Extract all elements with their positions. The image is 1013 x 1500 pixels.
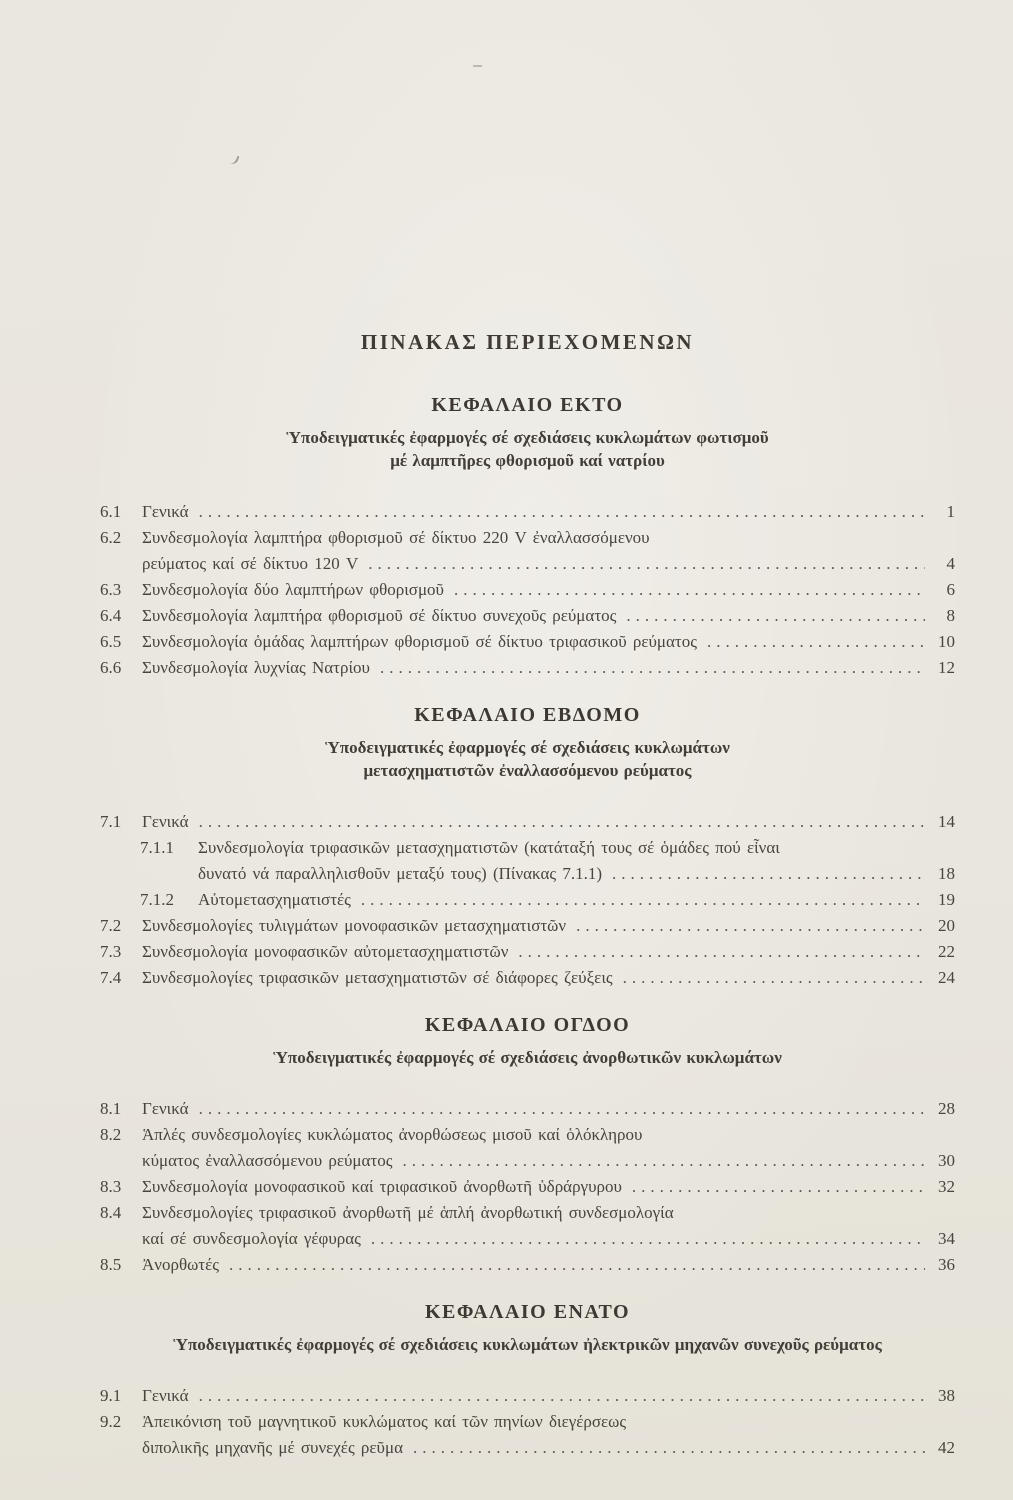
entry-body [142, 577, 955, 603]
entry-page-number: 10 [938, 632, 955, 651]
chapter-subtitle-line: μέ λαμπτῆρες φθορισμοῦ καί νατρίου [390, 451, 665, 470]
chapter-heading: ΚΕΦΑΛΑΙΟ ΟΓΔΟΟ [424, 1014, 631, 1036]
entry-line [142, 629, 955, 655]
scan-artifact [473, 65, 482, 67]
entry-body [142, 913, 955, 939]
dot-leader [371, 1226, 925, 1252]
toc-entry [100, 1383, 955, 1409]
entry-line [142, 551, 955, 577]
toc-entry [100, 1122, 955, 1174]
entry-text: κύματος ἐναλλασσόμενου ρεύματος [142, 1151, 393, 1170]
entry-text: Συνδεσμολογίες τριφασικοῦ ἀνορθωτῆ μέ ἁπλή ἀνορθωτική συνδεσμολογία [142, 1203, 674, 1222]
entry-text: Συνδεσμολογία λαμπτήρα φθορισμοῦ σέ δίκτυο συνεχοῦς ρεύματος [142, 606, 617, 625]
entry-line [142, 525, 955, 551]
chapter-section [100, 703, 955, 991]
toc-entry [100, 1174, 955, 1200]
dot-leader [454, 577, 925, 603]
toc-entry [100, 1409, 955, 1461]
dot-leader [199, 1096, 925, 1122]
entry-page-number: 12 [938, 658, 955, 677]
toc-entry [100, 499, 955, 525]
dot-leader [632, 1174, 925, 1200]
entry-number: 8.2 [100, 1125, 122, 1144]
dot-leader [518, 939, 925, 965]
chapter-subtitle [100, 426, 955, 472]
chapter-subtitle [100, 1333, 955, 1356]
entry-line [142, 577, 955, 603]
entry-text: Γενικά [142, 502, 189, 521]
toc-entry [100, 629, 955, 655]
entry-number: 7.3 [100, 942, 122, 961]
chapter-subtitle-line: Ὑποδειγματικές ἐφαρμογές σέ σχεδιάσεις ἀνορθωτικῶν κυκλωμάτων [273, 1048, 782, 1067]
entry-page-number: 8 [946, 606, 955, 625]
entry-page-number: 20 [938, 916, 955, 935]
entry-line [142, 939, 955, 965]
entry-line [142, 1409, 955, 1435]
dot-leader [199, 809, 925, 835]
entry-body [142, 965, 955, 991]
dot-leader [368, 551, 925, 577]
entry-line [142, 1096, 955, 1122]
toc-entry [100, 1096, 955, 1122]
entry-body [142, 1174, 955, 1200]
chapter-section [100, 1300, 955, 1461]
toc-entry [100, 603, 955, 629]
entry-line [142, 603, 955, 629]
dot-leader [623, 965, 925, 991]
entry-line [142, 809, 955, 835]
entry-text: Γενικά [142, 1099, 189, 1118]
entry-text: Συνδεσμολογία λυχνίας Νατρίου [142, 658, 370, 677]
dot-leader [707, 629, 925, 655]
entry-text: Γενικά [142, 812, 189, 831]
entry-line [142, 1435, 955, 1461]
entry-page-number: 30 [938, 1151, 955, 1170]
entry-number: 6.2 [100, 528, 122, 547]
entry-text: Ἀπεικόνιση τοῦ μαγνητικοῦ κυκλώματος καί τῶν πηνίων διεγέρσεως [142, 1412, 627, 1431]
entry-line [142, 1174, 955, 1200]
entry-page-number: 28 [938, 1099, 955, 1118]
toc-entry [140, 835, 955, 887]
entry-page-number: 42 [938, 1438, 955, 1457]
dot-leader [576, 913, 925, 939]
entry-page-number: 1 [946, 502, 955, 521]
toc-entry [100, 655, 955, 681]
toc-entry [100, 809, 955, 835]
dot-leader [199, 1383, 925, 1409]
toc-entry [100, 939, 955, 965]
entry-text: Συνδεσμολογία μονοφασικῶν αὐτομετασχηματιστῶν [142, 942, 509, 961]
entry-number: 7.1.2 [140, 890, 174, 909]
entry-number: 6.1 [100, 502, 122, 521]
toc-entry [100, 1200, 955, 1252]
dot-leader [380, 655, 925, 681]
entry-page-number: 24 [938, 968, 955, 987]
chapter-section [100, 393, 955, 681]
toc-entry [140, 887, 955, 913]
entry-line [142, 1383, 955, 1409]
toc-entry [100, 525, 955, 577]
chapter-heading: ΚΕΦΑΛΑΙΟ ΕΝΑΤΟ [424, 1301, 631, 1323]
entry-body [142, 603, 955, 629]
entry-body [142, 1122, 955, 1174]
chapter-subtitle-line: μετασχηματιστῶν ἐναλλασσόμενου ρεύματος [363, 761, 692, 780]
entry-number: 7.1.1 [140, 838, 174, 857]
entry-number: 8.4 [100, 1203, 122, 1222]
entry-body [142, 939, 955, 965]
entry-line [142, 965, 955, 991]
chapter-subtitle-line: Ὑποδειγματικές ἐφαρμογές σέ σχεδιάσεις κυκλωμάτων φωτισμοῦ [286, 428, 769, 447]
dot-leader [361, 887, 925, 913]
dot-leader [199, 499, 925, 525]
chapter-subtitle [100, 1046, 955, 1069]
chapter-section [100, 1013, 955, 1278]
entry-number: 7.2 [100, 916, 122, 935]
entry-number: 7.4 [100, 968, 122, 987]
chapter-heading: ΚΕΦΑΛΑΙΟ ΕΚΤΟ [431, 394, 624, 416]
entry-number: 6.5 [100, 632, 122, 651]
entry-text: Αὐτομετασχηματιστές [198, 890, 351, 909]
entry-body [142, 809, 955, 835]
entry-line [142, 1148, 955, 1174]
entry-page-number: 34 [938, 1229, 955, 1248]
entry-body [142, 1096, 955, 1122]
entry-line [142, 1200, 955, 1226]
toc-entry [100, 965, 955, 991]
entry-number: 8.1 [100, 1099, 122, 1118]
entry-line [198, 861, 955, 887]
entry-number: 8.3 [100, 1177, 122, 1196]
dot-leader [403, 1148, 926, 1174]
entry-page-number: 4 [946, 554, 955, 573]
entry-body [142, 525, 955, 577]
chapters [100, 393, 955, 1461]
entry-number: 9.1 [100, 1386, 122, 1405]
entry-number: 6.3 [100, 580, 122, 599]
entry-text: Συνδεσμολογίες τριφασικῶν μετασχηματιστῶν σέ διάφορες ζεύξεις [142, 968, 613, 987]
entry-page-number: 18 [938, 864, 955, 883]
entry-list [100, 499, 955, 681]
entry-page-number: 22 [938, 942, 955, 961]
entry-page-number: 6 [946, 580, 955, 599]
entry-text: Συνδεσμολογίες τυλιγμάτων μονοφασικῶν μετασχηματιστῶν [142, 916, 567, 935]
entry-text: Ἁπλές συνδεσμολογίες κυκλώματος ἀνορθώσεως μισοῦ καί ὁλόκληρου [142, 1125, 643, 1144]
entry-body [142, 1252, 955, 1278]
entry-page-number: 38 [938, 1386, 955, 1405]
entry-line [142, 1122, 955, 1148]
entry-text: δυνατό νά παραλληλισθοῦν μεταξύ τους) (Πίνακας 7.1.1) [198, 864, 603, 883]
entry-body [198, 887, 955, 913]
entry-text: διπολικῆς μηχανῆς μέ συνεχές ρεῦμα [142, 1438, 403, 1457]
entry-page-number: 32 [938, 1177, 955, 1196]
entry-line [198, 887, 955, 913]
entry-body [142, 1383, 955, 1409]
entry-text: Ἀνορθωτές [142, 1255, 219, 1274]
entry-text: Συνδεσμολογία μονοφασικοῦ καί τριφασικοῦ ἀνορθωτῆ ὑδράργυρου [142, 1177, 622, 1196]
entry-text: καί σέ συνδεσμολογία γέφυρας [142, 1229, 361, 1248]
dot-leader [229, 1252, 925, 1278]
entry-line [142, 1226, 955, 1252]
entry-text: ρεύματος καί σέ δίκτυο 120 V [142, 554, 359, 573]
entry-number: 9.2 [100, 1412, 122, 1431]
entry-page-number: 36 [938, 1255, 955, 1274]
entry-line [142, 913, 955, 939]
entry-text: Συνδεσμολογία τριφασικῶν μετασχηματιστῶν (κατάταξή τους σέ ὁμάδες πού εἶναι [198, 838, 780, 857]
entry-line [198, 835, 955, 861]
dot-leader [626, 603, 925, 629]
scan-artifact [230, 154, 240, 166]
entry-body [142, 1200, 955, 1252]
entry-text: Συνδεσμολογία λαμπτήρα φθορισμοῦ σέ δίκτυο 220 V ἐναλλασσόμενου [142, 528, 650, 547]
entry-body [142, 655, 955, 681]
entry-line [142, 655, 955, 681]
entry-line [142, 499, 955, 525]
toc-entry [100, 577, 955, 603]
entry-list [100, 809, 955, 991]
entry-body [142, 629, 955, 655]
entry-number: 6.6 [100, 658, 122, 677]
entry-body [198, 835, 955, 887]
entry-body [142, 499, 955, 525]
entry-body [142, 1409, 955, 1461]
entry-page-number: 14 [938, 812, 955, 831]
entry-number: 6.4 [100, 606, 122, 625]
entry-list [100, 1096, 955, 1278]
chapter-heading: ΚΕΦΑΛΑΙΟ ΕΒΔΟΜΟ [414, 704, 641, 726]
toc-entry [100, 913, 955, 939]
toc-entry [100, 1252, 955, 1278]
dot-leader [413, 1435, 925, 1461]
entry-text: Γενικά [142, 1386, 189, 1405]
entry-text: Συνδεσμολογία δύο λαμπτήρων φθορισμοῦ [142, 580, 444, 599]
entry-page-number: 19 [938, 890, 955, 909]
chapter-subtitle-line: Ὑποδειγματικές ἐφαρμογές σέ σχεδιάσεις κυκλωμάτων [325, 738, 730, 757]
entry-text: Συνδεσμολογία ὁμάδας λαμπτήρων φθορισμοῦ σέ δίκτυο τριφασικοῦ ρεύματος [142, 632, 697, 651]
entry-list [100, 1383, 955, 1461]
dot-leader [612, 861, 925, 887]
entry-line [142, 1252, 955, 1278]
chapter-subtitle [100, 736, 955, 782]
entry-number: 7.1 [100, 812, 122, 831]
chapter-subtitle-line: Ὑποδειγματικές ἐφαρμογές σέ σχεδιάσεις κυκλωμάτων ἠλεκτρικῶν μηχανῶν συνεχοῦς ρεύματος [173, 1335, 882, 1354]
page-title: ΠΙΝΑΚΑΣ ΠΕΡΙΕΧΟΜΕΝΩΝ [360, 330, 695, 354]
entry-number: 8.5 [100, 1255, 122, 1274]
